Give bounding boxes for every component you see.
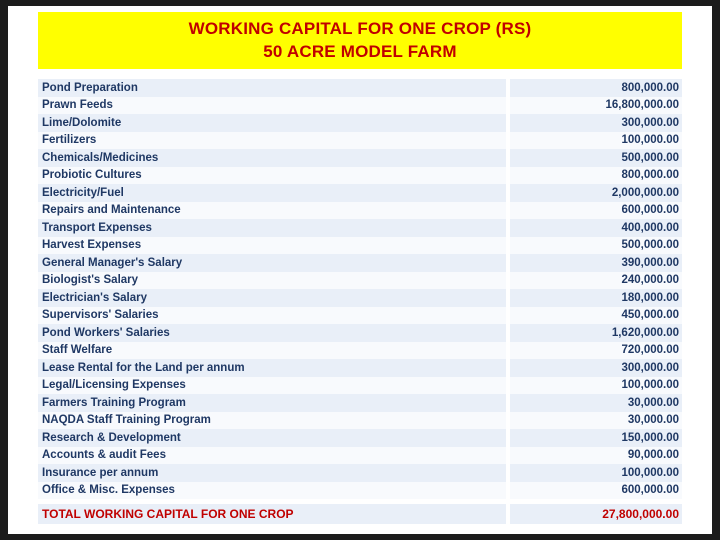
row-value: 240,000.00 — [510, 272, 682, 290]
cost-table-body — [38, 79, 682, 499]
total-label: TOTAL WORKING CAPITAL FOR ONE CROP — [38, 504, 506, 524]
table-row — [38, 464, 682, 482]
row-value: 30,000.00 — [510, 412, 682, 430]
row-label: Staff Welfare — [38, 342, 506, 360]
row-label: General Manager's Salary — [38, 254, 506, 272]
row-value: 100,000.00 — [510, 132, 682, 150]
row-value: 500,000.00 — [510, 149, 682, 167]
table-row — [38, 307, 682, 325]
table-row — [38, 289, 682, 307]
row-label: Lime/Dolomite — [38, 114, 506, 132]
row-value: 150,000.00 — [510, 429, 682, 447]
table-row — [38, 184, 682, 202]
table-row — [38, 202, 682, 220]
row-value: 100,000.00 — [510, 464, 682, 482]
row-value: 450,000.00 — [510, 307, 682, 325]
row-value: 800,000.00 — [510, 79, 682, 97]
table-row — [38, 272, 682, 290]
table-row — [38, 167, 682, 185]
table-row — [38, 254, 682, 272]
table-row — [38, 324, 682, 342]
row-value: 300,000.00 — [510, 359, 682, 377]
row-value: 100,000.00 — [510, 377, 682, 395]
row-label: Farmers Training Program — [38, 394, 506, 412]
row-label: Fertilizers — [38, 132, 506, 150]
row-label: Chemicals/Medicines — [38, 149, 506, 167]
row-label: Supervisors' Salaries — [38, 307, 506, 325]
row-value: 720,000.00 — [510, 342, 682, 360]
row-label: Prawn Feeds — [38, 97, 506, 115]
total-value: 27,800,000.00 — [510, 504, 682, 524]
table-row — [38, 394, 682, 412]
row-value: 1,620,000.00 — [510, 324, 682, 342]
slide — [8, 6, 712, 534]
table-row — [38, 219, 682, 237]
slide-title-line2: 50 ACRE MODEL FARM — [263, 42, 457, 61]
table-row — [38, 482, 682, 500]
row-label: Transport Expenses — [38, 219, 506, 237]
table-row — [38, 447, 682, 465]
row-label: Lease Rental for the Land per annum — [38, 359, 506, 377]
row-value: 600,000.00 — [510, 202, 682, 220]
row-label: Electrician's Salary — [38, 289, 506, 307]
row-value: 180,000.00 — [510, 289, 682, 307]
table-row — [38, 79, 682, 97]
row-value: 600,000.00 — [510, 482, 682, 500]
row-value: 300,000.00 — [510, 114, 682, 132]
row-label: Biologist's Salary — [38, 272, 506, 290]
row-value: 90,000.00 — [510, 447, 682, 465]
row-value: 30,000.00 — [510, 394, 682, 412]
table-row — [38, 377, 682, 395]
row-value: 500,000.00 — [510, 237, 682, 255]
row-label: Accounts & audit Fees — [38, 447, 506, 465]
table-row — [38, 412, 682, 430]
row-label: Legal/Licensing Expenses — [38, 377, 506, 395]
table-row — [38, 114, 682, 132]
row-value: 2,000,000.00 — [510, 184, 682, 202]
row-label: Office & Misc. Expenses — [38, 482, 506, 500]
row-label: Research & Development — [38, 429, 506, 447]
row-label: Repairs and Maintenance — [38, 202, 506, 220]
row-label: Pond Workers' Salaries — [38, 324, 506, 342]
table-row — [38, 149, 682, 167]
row-label: NAQDA Staff Training Program — [38, 412, 506, 430]
row-label: Electricity/Fuel — [38, 184, 506, 202]
table-row — [38, 359, 682, 377]
table-row — [38, 237, 682, 255]
table-row — [38, 132, 682, 150]
table-row — [38, 429, 682, 447]
row-value: 800,000.00 — [510, 167, 682, 185]
row-label: Probiotic Cultures — [38, 167, 506, 185]
row-value: 400,000.00 — [510, 219, 682, 237]
row-label: Pond Preparation — [38, 79, 506, 97]
table-row — [38, 97, 682, 115]
slide-title-line1: WORKING CAPITAL FOR ONE CROP (RS) — [188, 19, 532, 38]
row-value: 16,800,000.00 — [510, 97, 682, 115]
row-label: Insurance per annum — [38, 464, 506, 482]
slide-title-band — [38, 12, 682, 69]
row-value: 390,000.00 — [510, 254, 682, 272]
total-row — [38, 504, 682, 524]
table-row — [38, 342, 682, 360]
row-label: Harvest Expenses — [38, 237, 506, 255]
